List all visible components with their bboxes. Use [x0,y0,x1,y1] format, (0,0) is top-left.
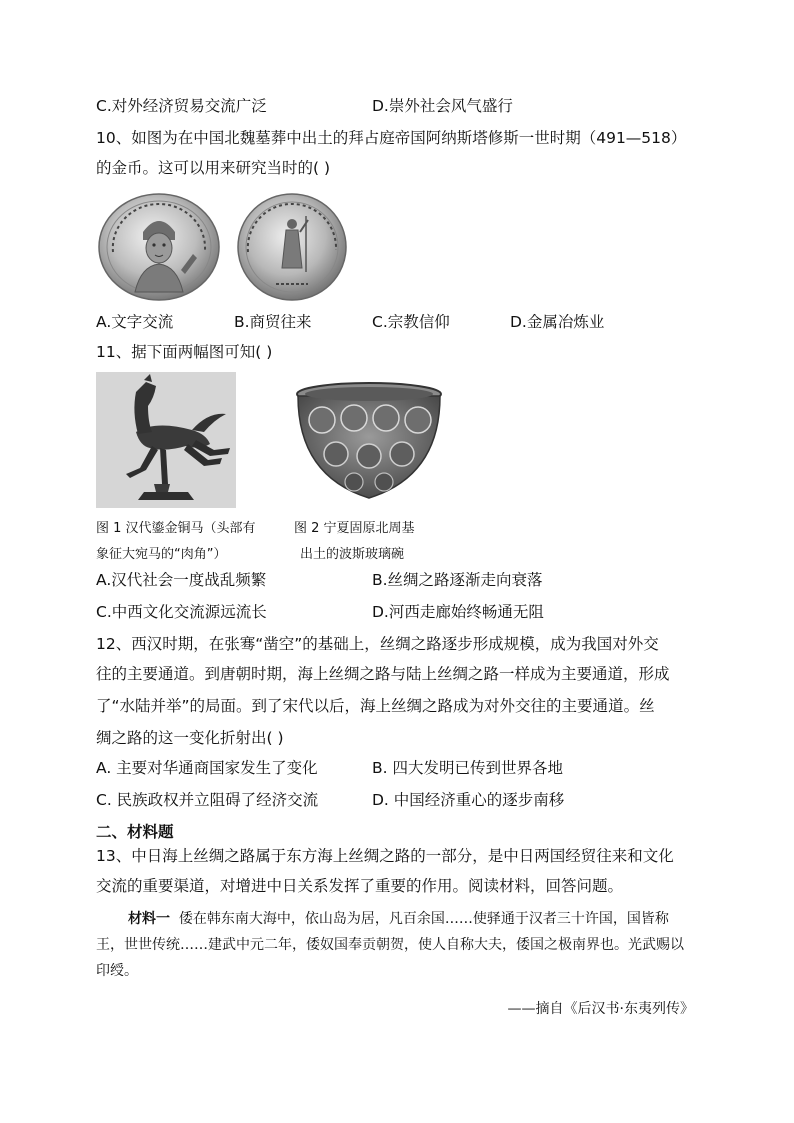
figure2-caption-line2: 出土的波斯玻璃碗 [300,547,405,562]
coin-obverse-image [97,192,221,302]
q9-option-c: C.对外经济贸易交流广泛 [96,97,267,115]
q12-option-c: C. 民族政权并立阻碍了经济交流 [96,791,319,809]
coin-reverse-image [236,192,348,302]
q12-stem-line1: 12、西汉时期，在张骞“凿空”的基础上，丝绸之路逐步形成规模，成为我国对外交 [96,635,659,653]
q12-stem-line3: 了“水陆并举”的局面。到了宋代以后，海上丝绸之路成为对外交往的主要通道。丝 [96,697,655,715]
q11-stem: 11、据下面两幅图可知( ) [96,343,273,361]
material-one-text: 倭在韩东南大海中，依山岛为居，凡百余国……使驿通于汉者三十许国，国皆称王，世世传统……建武中元二年，倭奴国奉贡朝贺，使人自称大夫，倭国之极南界也。光武赐以印绶。 [96,911,684,979]
bronze-horse-image [96,372,236,508]
q10-option-d: D.金属冶炼业 [510,313,605,331]
q12-stem-line4: 绸之路的这一变化折射出( ) [96,729,284,747]
figure1-caption-line1: 图 1 汉代鎏金铜马（头部有 [96,521,256,536]
q12-option-b: B. 四大发明已传到世界各地 [372,759,563,777]
q11-option-d: D.河西走廊始终畅通无阻 [372,603,544,621]
figure1-caption-line2: 象征大宛马的“肉角”） [96,547,227,562]
q12-option-a: A. 主要对华通商国家发生了变化 [96,759,318,777]
q11-option-b: B.丝绸之路逐渐走向衰落 [372,571,543,589]
figure2-caption-line1: 图 2 宁夏固原北周基 [294,521,415,536]
q12-option-d: D. 中国经济重心的逐步南移 [372,791,565,809]
q12-stem-line2: 往的主要通道。到唐朝时期，海上丝绸之路与陆上丝绸之路一样成为主要通道，形成 [96,665,670,683]
material-source: ——摘自《后汉书·东夷列传》 [507,1001,694,1017]
q10-stem-line2: 的金币。这可以用来研究当时的( ) [96,159,331,177]
material-one [96,906,696,984]
section-heading: 二、材料题 [96,823,174,841]
q10-stem-line1: 10、如图为在中国北魏墓葬中出土的拜占庭帝国阿纳斯塔修斯一世时期（491—518） [96,129,687,147]
q10-option-c: C.宗教信仰 [372,313,450,331]
q11-option-a: A.汉代社会一度战乱频繁 [96,571,267,589]
q13-stem-line1: 13、中日海上丝绸之路属于东方海上丝绸之路的一部分，是中日两国经贸往来和文化 [96,847,674,865]
q13-stem-line2: 交流的重要渠道，对增进中日关系发挥了重要的作用。阅读材料，回答问题。 [96,877,624,895]
q10-option-b: B.商贸往来 [234,313,312,331]
q9-option-d: D.崇外社会风气盛行 [372,97,513,115]
material-one-tag: 材料一 [128,911,170,927]
persian-glass-bowl-image [292,380,446,502]
q10-option-a: A.文字交流 [96,313,174,331]
q11-option-c: C.中西文化交流源远流长 [96,603,267,621]
